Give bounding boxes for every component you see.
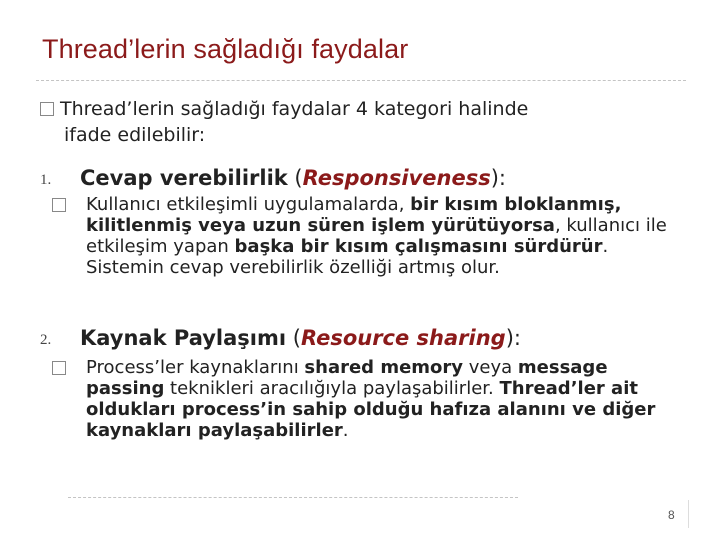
bold-run: message passing [86, 357, 608, 399]
square-bullet-icon [40, 102, 54, 116]
intro-line-2: ifade edilebilir: [64, 124, 206, 146]
item-number: 1. [40, 172, 52, 188]
intro-line-1: Thread’lerin sağladığı faydalar 4 kategori halinde [60, 98, 529, 120]
sub-bullet-2 [52, 357, 692, 467]
item-heading: Kaynak Paylaşımı [80, 326, 287, 350]
paren-close: ): [505, 326, 521, 350]
text-run: . [342, 420, 349, 441]
square-bullet-icon [52, 198, 66, 212]
text-run: . Sistemin cevap verebilirlik özelliği artmış olur. [86, 236, 609, 278]
text-run: teknikleri aracılığıyla paylaşabilirler. [164, 378, 500, 399]
paren-open: ( [286, 326, 301, 350]
item-heading: Cevap verebilirlik [80, 166, 288, 190]
paren-open: ( [287, 166, 303, 190]
text-run: Kullanıcı etkileşimli uygulamalarda, [86, 194, 411, 215]
text-run: , kullanıcı ile etkileşim yapan [86, 215, 667, 257]
bold-run: Thread’ler ait oldukları process’in sahip olduğu hafıza alanını ve diğer kaynakları paylaşabilirler [86, 378, 656, 441]
sub-bullet-1 [52, 194, 692, 304]
item-heading-line [80, 165, 506, 191]
footer-bracket [688, 500, 689, 528]
page-number: 8 [668, 508, 675, 522]
text-run: veya [463, 357, 518, 378]
intro-bullet [40, 96, 528, 148]
square-bullet-icon [52, 361, 66, 375]
item-number: 2. [40, 332, 52, 348]
item-term: Resource sharing [300, 326, 506, 350]
title-divider [36, 80, 686, 81]
bold-run: shared memory [304, 357, 464, 378]
text-run: Process’ler kaynaklarını [86, 357, 305, 378]
footer-divider [68, 497, 518, 498]
bold-run: bir kısım bloklanmış, kilitlenmiş veya uzun süren işlem yürütüyorsa [86, 194, 622, 236]
sub-bullet-text [86, 357, 686, 441]
bold-run: başka bir kısım çalışmasını sürdürür [234, 236, 603, 257]
sub-bullet-text [86, 194, 686, 278]
item-term: Responsiveness [302, 166, 491, 190]
slide-title: Thread’lerin sağladığı faydalar [42, 34, 409, 64]
item-heading-line [80, 325, 521, 351]
paren-close: ): [490, 166, 506, 190]
